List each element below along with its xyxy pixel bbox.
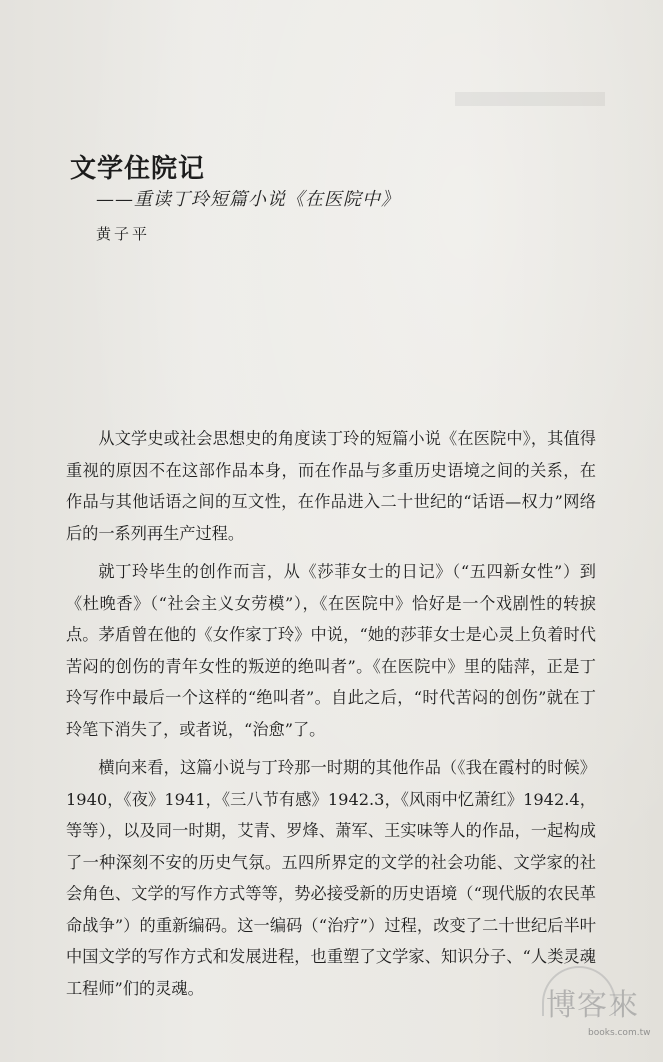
article-author: 黄子平 [96,225,151,243]
article-title: 文学住院记 [70,154,206,184]
paragraph-2: 就丁玲毕生的创作而言，从《莎菲女士的日记》（“五四新女性”）到《杜晚香》（“社会主义女劳模”），《在医院中》恰好是一个戏剧性的转捩点。茅盾曾在他的《女作家丁玲》中说，“她的莎菲女士是心灵上负着时代苦闷的创伤的青年女性的叛逆的绝叫者”。《在医院中》里的陆萍，正是丁玲写作中最后一个这样的“绝叫者”。自此之后，“时代苦闷的创伤”就在丁玲笔下消失了，或者说，“治愈”了。 [66,562,596,739]
books-watermark [532,966,652,1046]
paragraph-1: 从文学史或社会思想史的角度读丁玲的短篇小说《在医院中》，其值得重视的原因不在这部作品本身，而在作品与多重历史语境之间的关系，在作品与其他话语之间的互文性，在作品进入二十世纪的“话语—权力”网络后的一系列再生产过程。 [66,429,596,543]
watermark-logo-text: 博客來 [546,988,639,1023]
watermark-url: books.com.tw [588,1028,651,1038]
paragraph-3: 横向来看，这篇小说与丁玲那一时期的其他作品（《我在霞村的时候》1940，《夜》1941，《三八节有感》1942.3，《风雨中忆萧红》1942.4，等等），以及同一时期，艾青、罗烽、萧军、王实味等人的作品，一起构成了一种深刻不安的历史气氛。五四所界定的文学的社会功能、文学家的社会角色、文学的写作方式等等，势必接受新的历史语境（“现代版的农民革命战争”）的重新编码。这一编码（“治疗”）过程，改变了二十世纪后半叶中国文学的写作方式和发展进程，也重塑了文学家、知识分子、“人类灵魂工程师”们的灵魂。 [66,758,596,998]
article-body [66,423,596,1011]
article-subtitle: ——重读丁玲短篇小说《在医院中》 [96,189,400,210]
bleed-through-shade [455,92,605,106]
